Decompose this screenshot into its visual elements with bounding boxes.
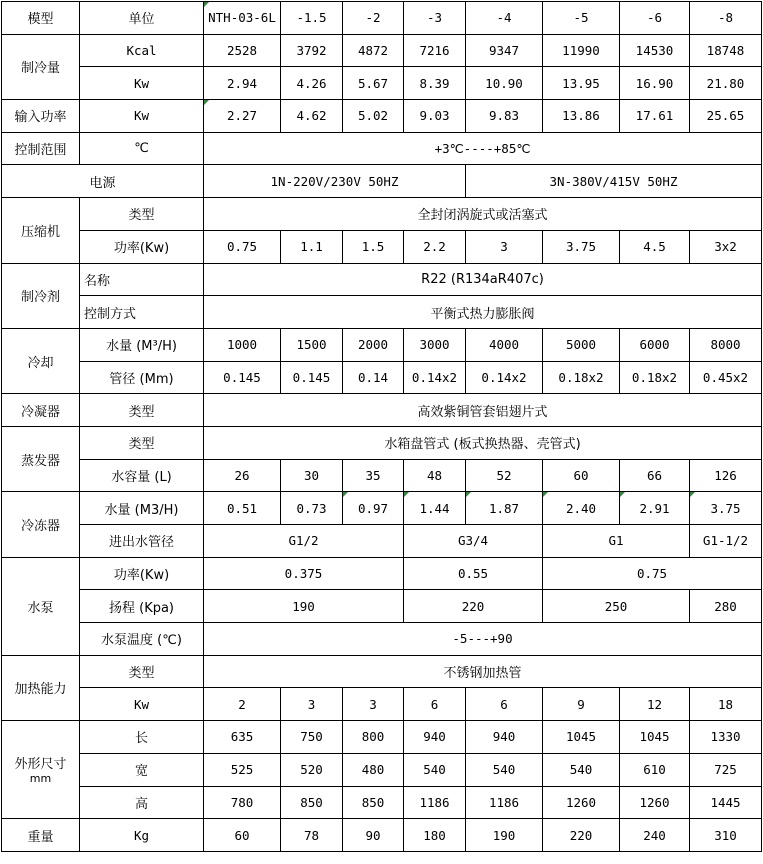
kcal-unit: Kcal — [80, 34, 204, 67]
cooling-water-label: 水量 (M³/H) — [80, 328, 204, 361]
value-cell: 310 — [690, 819, 762, 852]
model-cell: -8 — [690, 2, 762, 35]
evaporator-volume-row — [2, 459, 762, 492]
dimensions-unit: mm — [29, 772, 52, 786]
header-row — [2, 2, 762, 35]
value-cell: 10.90 — [466, 67, 543, 100]
kw-unit: Kw — [80, 67, 204, 100]
value-cell: 25.65 — [690, 100, 762, 133]
evaporator-type-label: 类型 — [80, 426, 204, 459]
value-cell: 850 — [281, 786, 343, 819]
model-cell: -5 — [543, 2, 620, 35]
value-cell: 0.14 — [343, 361, 404, 394]
value-cell: 6000 — [620, 328, 690, 361]
value-cell: 3 — [466, 230, 543, 263]
length-label: 长 — [80, 721, 204, 754]
compressor-label: 压缩机 — [2, 198, 80, 263]
refrigerant-control-value: 平衡式热力膨胀阀 — [204, 296, 762, 329]
value-cell: 2.40 — [543, 492, 620, 525]
value-cell: 480 — [343, 753, 404, 786]
value-cell: G1/2 — [204, 525, 404, 558]
model-cell: -3 — [404, 2, 466, 35]
control-range-label: 控制范围 — [2, 132, 80, 165]
value-cell: 4.62 — [281, 100, 343, 133]
value-cell: 13.86 — [543, 100, 620, 133]
dimension-length-row — [2, 721, 762, 754]
value-cell: 1186 — [404, 786, 466, 819]
value-cell: 0.18x2 — [543, 361, 620, 394]
value-cell: 250 — [543, 590, 690, 623]
value-cell: 18748 — [690, 34, 762, 67]
value-cell: 2.2 — [404, 230, 466, 263]
cooling-pipe-row — [2, 361, 762, 394]
value-cell: 0.14x2 — [466, 361, 543, 394]
value-cell: 940 — [466, 721, 543, 754]
value-cell: 6 — [404, 688, 466, 721]
value-cell: 5000 — [543, 328, 620, 361]
value-cell: 2.91 — [620, 492, 690, 525]
value-cell: 1.1 — [281, 230, 343, 263]
value-cell: 5.02 — [343, 100, 404, 133]
value-cell: 220 — [404, 590, 543, 623]
power-supply-label: 电源 — [2, 165, 204, 198]
dimension-width-row — [2, 753, 762, 786]
value-cell: 940 — [404, 721, 466, 754]
value-cell: 2000 — [343, 328, 404, 361]
value-cell: 780 — [204, 786, 281, 819]
value-cell: 190 — [466, 819, 543, 852]
value-cell: 0.73 — [281, 492, 343, 525]
value-cell: 1330 — [690, 721, 762, 754]
heating-type-label: 类型 — [80, 655, 204, 688]
spec-table — [1, 1, 762, 852]
dimensions-label — [2, 721, 80, 819]
input-power-row — [2, 100, 762, 133]
value-cell: 725 — [690, 753, 762, 786]
value-cell: 1045 — [543, 721, 620, 754]
value-cell: 0.97 — [343, 492, 404, 525]
compressor-power-label: 功率(Kw) — [80, 230, 204, 263]
value-cell: 8.39 — [404, 67, 466, 100]
weight-label: 重量 — [2, 819, 80, 852]
pump-label: 水泵 — [2, 557, 80, 655]
refrigerant-name-value: R22 (R134aR407c) — [204, 263, 762, 296]
value-cell: 11990 — [543, 34, 620, 67]
dimension-height-row — [2, 786, 762, 819]
condenser-row — [2, 394, 762, 427]
heating-kw-row — [2, 688, 762, 721]
value-cell: 8000 — [690, 328, 762, 361]
pump-temp-row — [2, 623, 762, 656]
value-cell: 800 — [343, 721, 404, 754]
value-cell: 0.18x2 — [620, 361, 690, 394]
value-cell: 1445 — [690, 786, 762, 819]
value-cell: 850 — [343, 786, 404, 819]
value-cell: 0.14x2 — [404, 361, 466, 394]
value-cell: 1.87 — [466, 492, 543, 525]
value-cell: 60 — [204, 819, 281, 852]
value-cell: 9.03 — [404, 100, 466, 133]
value-cell: 30 — [281, 459, 343, 492]
value-cell: 190 — [204, 590, 404, 623]
refrigerant-control-row — [2, 296, 762, 329]
value-cell: 2.27 — [204, 100, 281, 133]
value-cell: 635 — [204, 721, 281, 754]
evaporator-volume-label: 水容量 (L) — [80, 459, 204, 492]
value-cell: 52 — [466, 459, 543, 492]
compressor-type-row — [2, 198, 762, 231]
model-label: 模型 — [2, 2, 80, 35]
value-cell: 14530 — [620, 34, 690, 67]
width-label: 宽 — [80, 753, 204, 786]
value-cell: 1500 — [281, 328, 343, 361]
value-cell: 0.75 — [543, 557, 762, 590]
value-cell: 4.5 — [620, 230, 690, 263]
value-cell: 3 — [343, 688, 404, 721]
value-cell: G1-1/2 — [690, 525, 762, 558]
heating-type-value: 不锈钢加热管 — [204, 655, 762, 688]
value-cell: 1186 — [466, 786, 543, 819]
compressor-power-row — [2, 230, 762, 263]
value-cell: 21.80 — [690, 67, 762, 100]
value-cell: 66 — [620, 459, 690, 492]
value-cell: 3000 — [404, 328, 466, 361]
value-cell: 90 — [343, 819, 404, 852]
value-cell: 1.44 — [404, 492, 466, 525]
value-cell: 9347 — [466, 34, 543, 67]
condenser-type-value: 高效紫铜管套铝翅片式 — [204, 394, 762, 427]
value-cell: 0.51 — [204, 492, 281, 525]
value-cell: 750 — [281, 721, 343, 754]
value-cell: 180 — [404, 819, 466, 852]
value-cell: 48 — [404, 459, 466, 492]
value-cell: 1260 — [543, 786, 620, 819]
value-cell: 610 — [620, 753, 690, 786]
value-cell: 1045 — [620, 721, 690, 754]
input-power-unit: Kw — [80, 100, 204, 133]
evaporator-type-value: 水箱盘管式 (板式换热器、壳管式) — [204, 426, 762, 459]
value-cell: 520 — [281, 753, 343, 786]
cooling-water-row — [2, 328, 762, 361]
refrigerant-control-label: 控制方式 — [80, 296, 204, 329]
value-cell: 4.26 — [281, 67, 343, 100]
model-cell: -6 — [620, 2, 690, 35]
value-cell: 17.61 — [620, 100, 690, 133]
value-cell: 35 — [343, 459, 404, 492]
value-cell: 2528 — [204, 34, 281, 67]
condenser-type-label: 类型 — [80, 394, 204, 427]
value-cell: 280 — [690, 590, 762, 623]
compressor-type-value: 全封闭涡旋式或活塞式 — [204, 198, 762, 231]
value-cell: 1260 — [620, 786, 690, 819]
input-power-label: 输入功率 — [2, 100, 80, 133]
refrigerant-name-row — [2, 263, 762, 296]
three-phase-supply: 3N-380V/415V 50HZ — [466, 165, 762, 198]
model-cell: -1.5 — [281, 2, 343, 35]
chiller-water-label: 水量 (M3/H) — [80, 492, 204, 525]
value-cell: 9.83 — [466, 100, 543, 133]
value-cell: G3/4 — [404, 525, 543, 558]
value-cell: 540 — [466, 753, 543, 786]
value-cell: 12 — [620, 688, 690, 721]
model-cell: -2 — [343, 2, 404, 35]
dimensions-title: 外形尺寸 — [14, 757, 67, 773]
single-phase-supply: 1N-220V/230V 50HZ — [204, 165, 466, 198]
cooling-capacity-label: 制冷量 — [2, 34, 80, 99]
weight-row — [2, 819, 762, 852]
value-cell: 1.5 — [343, 230, 404, 263]
pump-head-label: 扬程 (Kpa) — [80, 590, 204, 623]
pump-power-row — [2, 557, 762, 590]
unit-label: 单位 — [80, 2, 204, 35]
value-cell: 540 — [543, 753, 620, 786]
pump-temp-value: -5---+90 — [204, 623, 762, 656]
chiller-pipe-row — [2, 525, 762, 558]
value-cell: 3x2 — [690, 230, 762, 263]
value-cell: 0.145 — [204, 361, 281, 394]
value-cell: 13.95 — [543, 67, 620, 100]
value-cell: 18 — [690, 688, 762, 721]
value-cell: 0.45x2 — [690, 361, 762, 394]
value-cell: 4872 — [343, 34, 404, 67]
value-cell: 2.94 — [204, 67, 281, 100]
value-cell: 0.375 — [204, 557, 404, 590]
chiller-pipe-label: 进出水管径 — [80, 525, 204, 558]
cooling-capacity-kcal-row — [2, 34, 762, 67]
value-cell: 4000 — [466, 328, 543, 361]
value-cell: 0.145 — [281, 361, 343, 394]
refrigerant-name-label: 名称 — [80, 263, 204, 296]
value-cell: 0.55 — [404, 557, 543, 590]
control-range-unit: ℃ — [80, 132, 204, 165]
power-supply-row — [2, 165, 762, 198]
value-cell: 26 — [204, 459, 281, 492]
value-cell: 60 — [543, 459, 620, 492]
value-cell: 5.67 — [343, 67, 404, 100]
value-cell: 2 — [204, 688, 281, 721]
value-cell: 3 — [281, 688, 343, 721]
cooling-pipe-label: 管径 (Mm) — [80, 361, 204, 394]
value-cell: 3.75 — [690, 492, 762, 525]
value-cell: 78 — [281, 819, 343, 852]
cooling-capacity-kw-row — [2, 67, 762, 100]
value-cell: 220 — [543, 819, 620, 852]
value-cell: 9 — [543, 688, 620, 721]
value-cell: 240 — [620, 819, 690, 852]
value-cell: 3.75 — [543, 230, 620, 263]
cooling-label: 冷却 — [2, 328, 80, 393]
value-cell: 540 — [404, 753, 466, 786]
refrigerant-label: 制冷剂 — [2, 263, 80, 328]
chiller-label: 冷冻器 — [2, 492, 80, 557]
value-cell: 7216 — [404, 34, 466, 67]
heating-label: 加热能力 — [2, 655, 80, 720]
chiller-water-row — [2, 492, 762, 525]
value-cell: 525 — [204, 753, 281, 786]
value-cell: 126 — [690, 459, 762, 492]
evaporator-label: 蒸发器 — [2, 426, 80, 491]
heating-kw-unit: Kw — [80, 688, 204, 721]
evaporator-type-row — [2, 426, 762, 459]
value-cell: 3792 — [281, 34, 343, 67]
value-cell: G1 — [543, 525, 690, 558]
pump-head-row — [2, 590, 762, 623]
compressor-type-label: 类型 — [80, 198, 204, 231]
control-range-value: +3℃----+85℃ — [204, 132, 762, 165]
model-cell: -4 — [466, 2, 543, 35]
weight-unit: Kg — [80, 819, 204, 852]
pump-power-label: 功率(Kw) — [80, 557, 204, 590]
value-cell: 16.90 — [620, 67, 690, 100]
control-range-row — [2, 132, 762, 165]
value-cell: 1000 — [204, 328, 281, 361]
value-cell: 0.75 — [204, 230, 281, 263]
height-label: 高 — [80, 786, 204, 819]
pump-temp-label: 水泵温度 (℃) — [80, 623, 204, 656]
condenser-label: 冷凝器 — [2, 394, 80, 427]
model-cell: NTH-03-6L — [204, 2, 281, 35]
heating-type-row — [2, 655, 762, 688]
value-cell: 6 — [466, 688, 543, 721]
